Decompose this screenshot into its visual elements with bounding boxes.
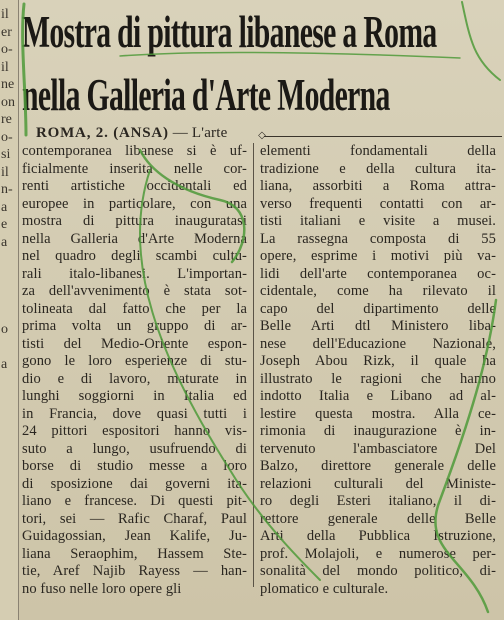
article-line: verso frequenti contatti con ar- — [260, 195, 496, 212]
article-line: rettore generale delle Belle — [260, 510, 496, 527]
fragment-line: si — [1, 147, 11, 162]
article-line: liana, assorbiti a Roma attra- — [260, 178, 496, 194]
article-line: Belle Arti dtl Ministero liba- — [260, 318, 496, 334]
column-header-rule — [264, 136, 502, 137]
article-line: europee in particolare, con una — [22, 195, 247, 212]
fragment-line — [0, 566, 18, 584]
byline-lead: — L'arte — [168, 125, 228, 141]
article-line: tradizione e della cultura ita- — [260, 160, 496, 177]
article-line: no fuso nelle loro opere gli — [22, 580, 182, 597]
article-line: liano e francese. Di questi pit- — [22, 493, 247, 509]
article-line: tie, Aref Najib Rayess — han- — [22, 563, 247, 579]
fragment-line: a — [1, 357, 8, 372]
fragment-line — [0, 426, 18, 444]
article-line: tisti del Medio-Oriente espon- — [22, 335, 247, 352]
article-line: tori, sei — Rafic Charaf, Paul — [22, 510, 247, 527]
article-line: tisti italiani e visite a musei. — [260, 213, 496, 229]
fragment-line — [0, 304, 18, 322]
article-line: nella Galleria d'Arte Moderna — [22, 230, 247, 247]
fragment-line: n- — [1, 182, 13, 197]
fragment-line: o- — [1, 129, 13, 145]
article-line: tervenuto l'ambasciatore Del — [260, 440, 496, 457]
article-column-2 — [260, 143, 496, 598]
article-line: prof. Molajoli, e numerose per- — [260, 545, 496, 562]
fragment-line — [0, 496, 18, 514]
ornament-diamond-icon: ◇ — [258, 130, 266, 141]
article-line: opere, esprime i motivi più va- — [260, 248, 496, 264]
article-line: prima volta un gruppo di ar- — [22, 318, 247, 334]
fragment-line — [0, 269, 18, 287]
article-column-1 — [22, 143, 247, 598]
fragment-line: on — [1, 94, 15, 110]
article-line: illustrato le ragioni che hanno — [260, 370, 496, 387]
fragment-line: il — [1, 164, 9, 180]
article-line: nese dell'Educazione Nazionale, — [260, 335, 496, 352]
article-line: cidentale, come ha rilevato il — [260, 283, 496, 299]
article-line: capo del dipartimento delle — [260, 300, 496, 317]
article-line: Arti della Pubblica Istruzione, — [260, 528, 496, 544]
clipped-adjacent-column — [0, 0, 19, 620]
article-line: nel quadro degli scambi cultu- — [22, 248, 247, 264]
pen-stroke-top-right — [462, 2, 500, 80]
article-line: plomatico e culturale. — [260, 580, 389, 597]
article-line: suto a lungo, usufruendo di — [22, 440, 247, 457]
article-line: renti artistiche occidentali ed — [22, 178, 247, 194]
fragment-line: er — [1, 24, 12, 40]
article-line: dio e di lavoro, maturate in — [22, 370, 247, 387]
fragment-line — [0, 461, 18, 479]
column-divider — [253, 143, 254, 587]
headline-line-2: nella Galleria d'Arte Moderna — [22, 70, 390, 120]
fragment-line: o — [1, 322, 8, 337]
fragment-line — [0, 339, 18, 357]
article-line: indotto Italia e Libano ad al- — [260, 388, 496, 404]
article-line: rali italo-libanesi. L'importan- — [22, 265, 247, 282]
article-line: ficialmente inserita nelle cor- — [22, 160, 247, 177]
fragment-line — [0, 479, 18, 497]
article-line: elementi fondamentali della — [260, 143, 496, 159]
fragment-line — [0, 531, 18, 549]
article-line: ro degli Esteri italiano, il di- — [260, 493, 496, 509]
article-line: borse di studio messe a loro — [22, 458, 247, 474]
fragment-line: o- — [1, 42, 13, 57]
headline-line-1: Mostra di pittura libanese a Roma — [22, 7, 437, 57]
fragment-line: ne — [1, 77, 15, 92]
fragment-line: il — [1, 59, 9, 75]
article-line: 24 pittori espositori hanno vis- — [22, 423, 247, 439]
article-line: za dell'avvenimento è stata sot- — [22, 283, 247, 299]
fragment-line: a — [1, 234, 8, 250]
article-line: in Francia, dove quasi tutti i — [22, 405, 247, 422]
fragment-line: e — [1, 217, 8, 232]
fragment-line — [0, 251, 18, 269]
article-line: lunghi soggiorni in Italia ed — [22, 388, 247, 404]
article-line: di sposizione dai governi ita- — [22, 475, 247, 492]
fragment-line: il — [1, 7, 9, 22]
article-line: sonalità del mondo politico, di- — [260, 563, 496, 579]
dateline: ROMA, 2. (ANSA) — [36, 125, 169, 141]
fragment-line — [0, 514, 18, 532]
article-line: Balzo, direttore generale delle — [260, 458, 496, 474]
fragment-line — [0, 374, 18, 392]
fragment-line: a — [1, 199, 8, 215]
article-line: Guidagossian, Jean Kalife, Ju- — [22, 528, 247, 544]
article-line: gono le loro esperienze di stu- — [22, 353, 247, 369]
fragment-line — [0, 286, 18, 304]
fragment-line — [0, 444, 18, 462]
article-line: tolineata dal fatto che per la — [22, 300, 247, 317]
article-line: rimonia di inaugurazione è in- — [260, 423, 496, 439]
fragment-line — [0, 549, 18, 567]
article-line: mostra di pittura inauguratasi — [22, 213, 247, 229]
article-line: liana Seraophim, Hassem Ste- — [22, 545, 247, 562]
article-line: contemporanea libanese si è uf- — [22, 143, 247, 159]
article-line: La rassegna composta di 55 — [260, 230, 496, 247]
article-line: lidi dell'arte contemporanea oc- — [260, 265, 496, 282]
fragment-line — [0, 409, 18, 427]
byline — [36, 124, 227, 142]
fragment-line — [0, 391, 18, 409]
fragment-line: re — [1, 112, 12, 127]
article-line: lestire questa mostra. Alla ce- — [260, 405, 496, 422]
article-line: Joseph Abou Rizk, il quale ha — [260, 353, 496, 369]
article-line: relazioni culturali del Ministe- — [260, 475, 496, 492]
